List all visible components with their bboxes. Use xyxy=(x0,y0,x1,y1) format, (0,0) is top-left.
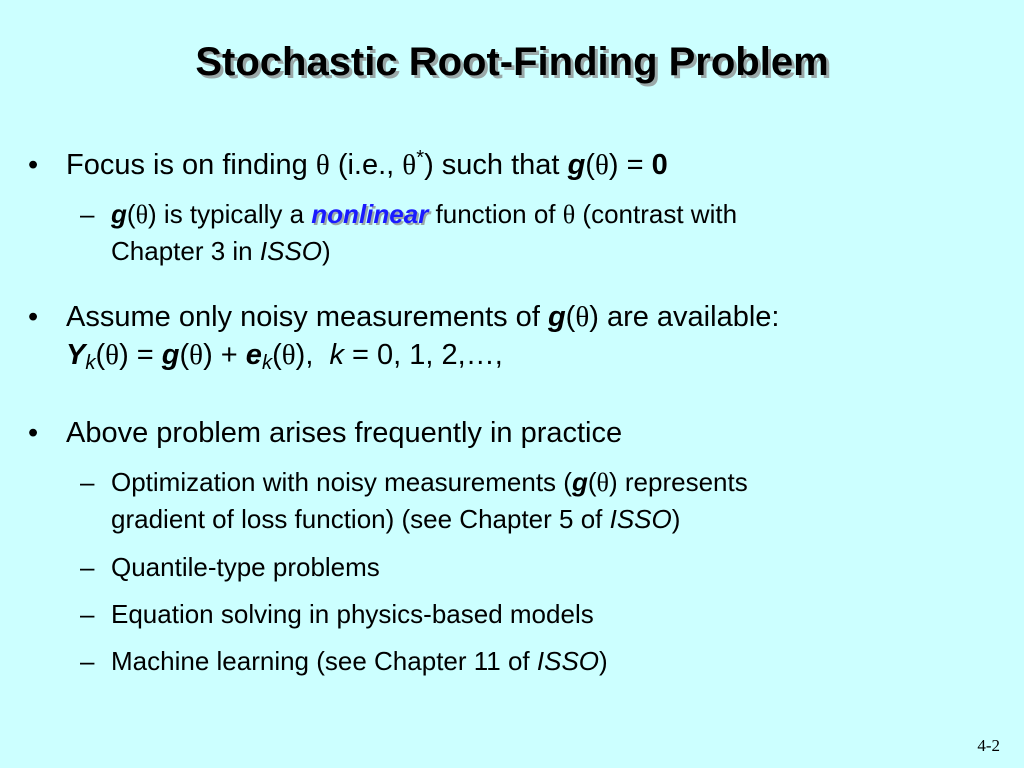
bullet-noisy-measurements: Assume only noisy measurements of g(θ) are available: $Y_k(\theta) = g(\theta) + e_k(\theta)$, k = 0, 1, 2,…, xyxy=(66,301,780,375)
dash-marker: – xyxy=(80,599,95,629)
bullet-arises-frequently: Above problem arises frequently in practice xyxy=(66,417,623,449)
slide-title: Stochastic Root-Finding Problem xyxy=(195,40,829,84)
dash-marker: – xyxy=(80,552,95,582)
bullet-marker: • xyxy=(28,417,39,449)
dash-marker: – xyxy=(80,467,95,497)
subbullet-machine-learning: Machine learning (see Chapter 11 of ISSO) xyxy=(111,646,608,676)
bullet-focus-root: Focus is on finding θ (i.e., θ*) such that g(θ) = 0 xyxy=(66,146,668,181)
subbullet-nonlinear: g(θ) is typically a nonlinear function of θ (contrast with Chapter 3 in ISSO) xyxy=(111,199,738,266)
subbullet-optimization: Optimization with noisy measurements (g(θ) represents gradient of loss function) (see Chapter 5 of ISSO) xyxy=(111,467,748,534)
page-number: 4-2 xyxy=(977,736,1000,755)
bullet-marker: • xyxy=(28,301,39,333)
subbullet-quantile: Quantile-type problems xyxy=(111,552,380,582)
bullet-marker: • xyxy=(28,149,39,181)
dash-marker: – xyxy=(80,199,95,229)
nonlinear-emphasis: nonlinear xyxy=(311,199,429,229)
subbullet-equation-solving: Equation solving in physics-based models xyxy=(111,599,594,629)
dash-marker: – xyxy=(80,646,95,676)
